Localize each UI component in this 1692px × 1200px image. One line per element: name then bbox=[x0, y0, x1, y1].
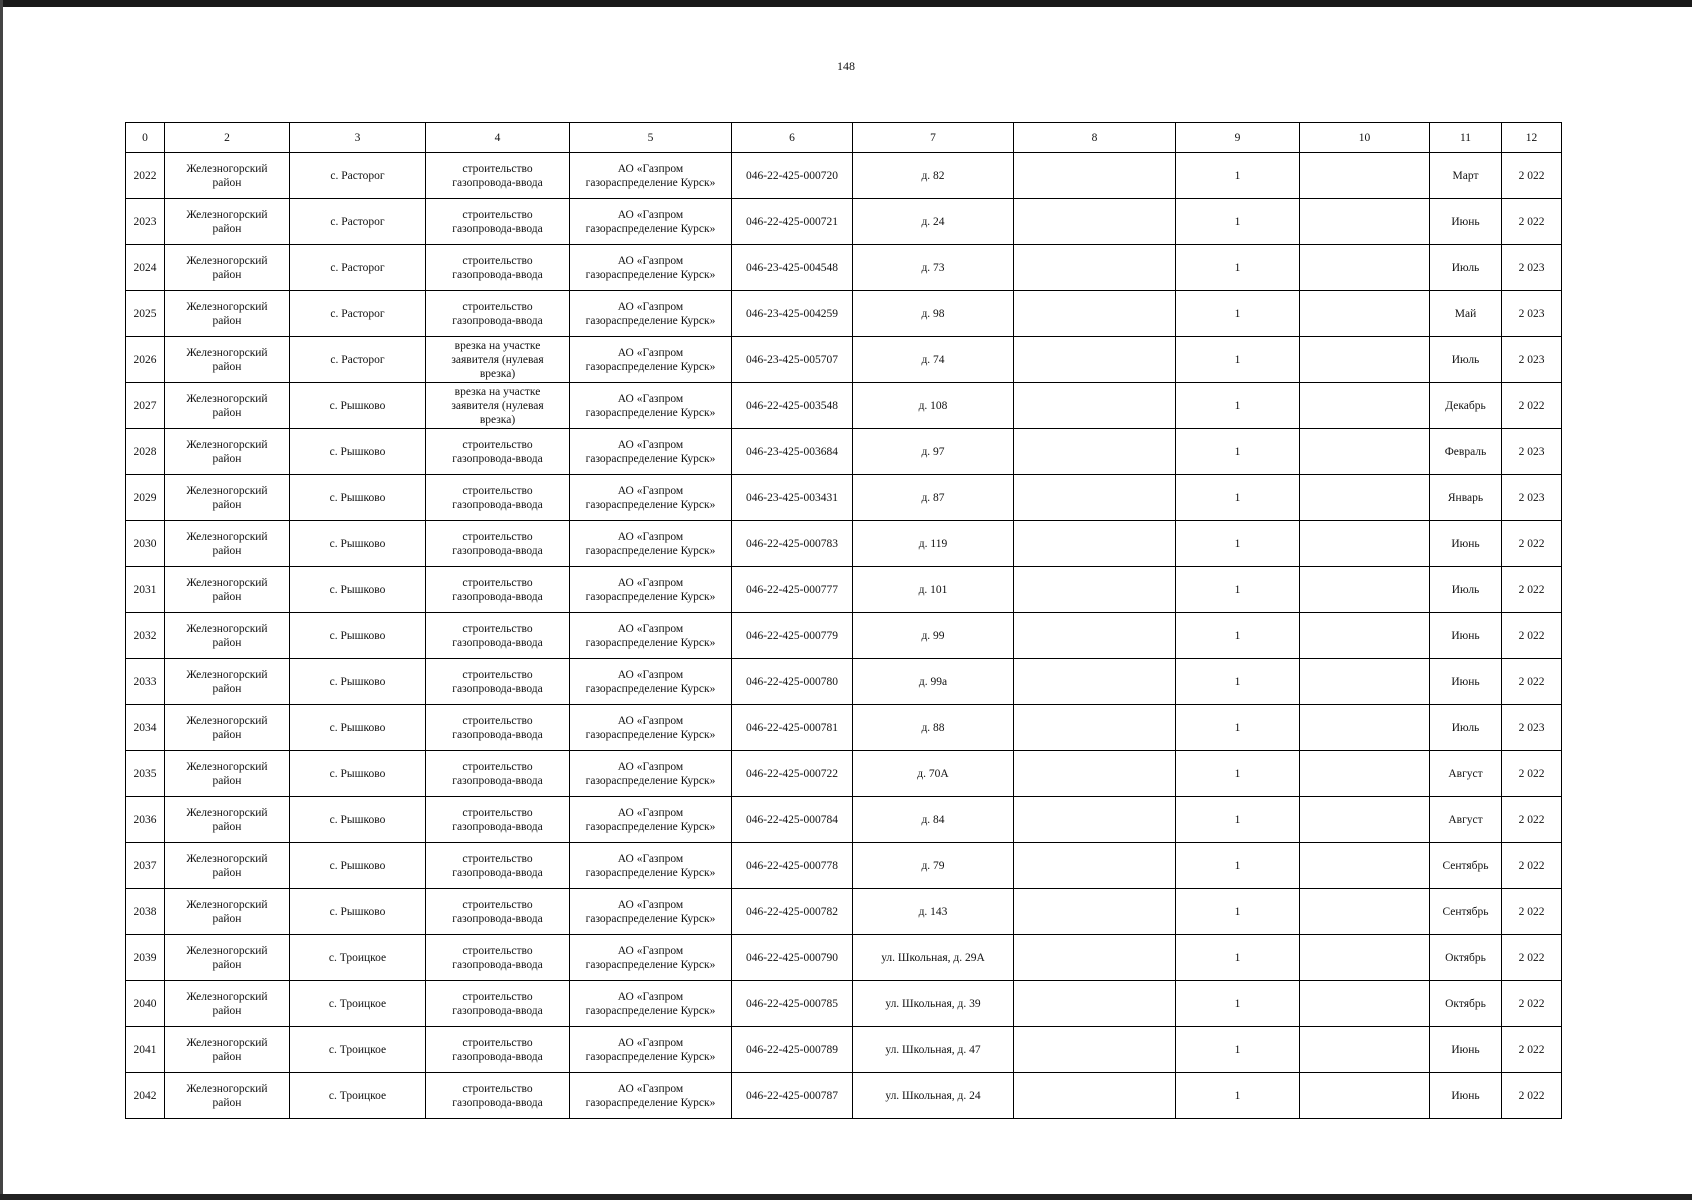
registry-code-cell: 046-23-425-005707 bbox=[732, 337, 853, 383]
district-cell: Железногорский район bbox=[165, 797, 290, 843]
quantity-cell: 1 bbox=[1176, 153, 1300, 199]
year-cell: 2 023 bbox=[1502, 245, 1562, 291]
address-cell: д. 119 bbox=[853, 521, 1014, 567]
column-header: 11 bbox=[1430, 123, 1502, 153]
row-number-cell: 2042 bbox=[126, 1073, 165, 1119]
organization-cell: АО «Газпром газораспределение Курск» bbox=[570, 751, 732, 797]
year-cell: 2 022 bbox=[1502, 935, 1562, 981]
registry-code-cell: 046-23-425-003684 bbox=[732, 429, 853, 475]
quantity-cell: 1 bbox=[1176, 521, 1300, 567]
row-number-cell: 2025 bbox=[126, 291, 165, 337]
column-8-cell bbox=[1014, 981, 1176, 1027]
row-number-cell: 2033 bbox=[126, 659, 165, 705]
month-cell: Июль bbox=[1430, 567, 1502, 613]
address-cell: д. 88 bbox=[853, 705, 1014, 751]
table-row bbox=[126, 429, 1562, 475]
column-8-cell bbox=[1014, 843, 1176, 889]
column-10-cell bbox=[1300, 981, 1430, 1027]
quantity-cell: 1 bbox=[1176, 889, 1300, 935]
column-10-cell bbox=[1300, 843, 1430, 889]
table-row bbox=[126, 291, 1562, 337]
registry-code-cell: 046-23-425-004548 bbox=[732, 245, 853, 291]
column-8-cell bbox=[1014, 291, 1176, 337]
registry-code-cell: 046-23-425-004259 bbox=[732, 291, 853, 337]
month-cell: Июнь bbox=[1430, 1073, 1502, 1119]
organization-cell: АО «Газпром газораспределение Курск» bbox=[570, 567, 732, 613]
address-cell: ул. Школьная, д. 24 bbox=[853, 1073, 1014, 1119]
settlement-cell: с. Рышково bbox=[290, 751, 426, 797]
address-cell: д. 99 bbox=[853, 613, 1014, 659]
quantity-cell: 1 bbox=[1176, 383, 1300, 429]
organization-cell: АО «Газпром газораспределение Курск» bbox=[570, 429, 732, 475]
table-row bbox=[126, 981, 1562, 1027]
table-row bbox=[126, 567, 1562, 613]
address-cell: д. 108 bbox=[853, 383, 1014, 429]
year-cell: 2 022 bbox=[1502, 613, 1562, 659]
table-header-row bbox=[126, 123, 1562, 153]
table-row bbox=[126, 797, 1562, 843]
column-10-cell bbox=[1300, 337, 1430, 383]
registry-code-cell: 046-22-425-000780 bbox=[732, 659, 853, 705]
organization-cell: АО «Газпром газораспределение Курск» bbox=[570, 337, 732, 383]
month-cell: Август bbox=[1430, 751, 1502, 797]
row-number-cell: 2034 bbox=[126, 705, 165, 751]
district-cell: Железногорский район bbox=[165, 475, 290, 521]
row-number-cell: 2032 bbox=[126, 613, 165, 659]
settlement-cell: с. Рышково bbox=[290, 797, 426, 843]
row-number-cell: 2024 bbox=[126, 245, 165, 291]
settlement-cell: с. Рышково bbox=[290, 889, 426, 935]
column-10-cell bbox=[1300, 889, 1430, 935]
settlement-cell: с. Расторог bbox=[290, 153, 426, 199]
table-row bbox=[126, 659, 1562, 705]
column-8-cell bbox=[1014, 521, 1176, 567]
column-10-cell bbox=[1300, 291, 1430, 337]
column-8-cell bbox=[1014, 705, 1176, 751]
row-number-cell: 2039 bbox=[126, 935, 165, 981]
column-10-cell bbox=[1300, 1073, 1430, 1119]
month-cell: Июнь bbox=[1430, 613, 1502, 659]
organization-cell: АО «Газпром газораспределение Курск» bbox=[570, 981, 732, 1027]
quantity-cell: 1 bbox=[1176, 1027, 1300, 1073]
column-10-cell bbox=[1300, 797, 1430, 843]
column-10-cell bbox=[1300, 475, 1430, 521]
registry-code-cell: 046-23-425-003431 bbox=[732, 475, 853, 521]
address-cell: д. 98 bbox=[853, 291, 1014, 337]
row-number-cell: 2027 bbox=[126, 383, 165, 429]
quantity-cell: 1 bbox=[1176, 429, 1300, 475]
column-10-cell bbox=[1300, 199, 1430, 245]
column-10-cell bbox=[1300, 521, 1430, 567]
column-10-cell bbox=[1300, 153, 1430, 199]
work-type-cell: врезка на участке заявителя (нулевая врезка) bbox=[426, 337, 570, 383]
quantity-cell: 1 bbox=[1176, 245, 1300, 291]
registry-code-cell: 046-22-425-000784 bbox=[732, 797, 853, 843]
month-cell: Июнь bbox=[1430, 521, 1502, 567]
organization-cell: АО «Газпром газораспределение Курск» bbox=[570, 521, 732, 567]
column-8-cell bbox=[1014, 797, 1176, 843]
registry-code-cell: 046-22-425-000720 bbox=[732, 153, 853, 199]
table-row bbox=[126, 475, 1562, 521]
address-cell: д. 97 bbox=[853, 429, 1014, 475]
scan-edge-bottom bbox=[0, 1194, 1692, 1200]
organization-cell: АО «Газпром газораспределение Курск» bbox=[570, 843, 732, 889]
settlement-cell: с. Рышково bbox=[290, 429, 426, 475]
registry-code-cell: 046-22-425-000789 bbox=[732, 1027, 853, 1073]
year-cell: 2 022 bbox=[1502, 1027, 1562, 1073]
settlement-cell: с. Рышково bbox=[290, 567, 426, 613]
table-row bbox=[126, 383, 1562, 429]
address-cell: ул. Школьная, д. 47 bbox=[853, 1027, 1014, 1073]
registry-code-cell: 046-22-425-000778 bbox=[732, 843, 853, 889]
organization-cell: АО «Газпром газораспределение Курск» bbox=[570, 245, 732, 291]
column-10-cell bbox=[1300, 751, 1430, 797]
row-number-cell: 2029 bbox=[126, 475, 165, 521]
work-type-cell: строительство газопровода-ввода bbox=[426, 751, 570, 797]
work-type-cell: строительство газопровода-ввода bbox=[426, 521, 570, 567]
year-cell: 2 022 bbox=[1502, 797, 1562, 843]
year-cell: 2 022 bbox=[1502, 981, 1562, 1027]
year-cell: 2 023 bbox=[1502, 291, 1562, 337]
address-cell: д. 84 bbox=[853, 797, 1014, 843]
registry-code-cell: 046-22-425-000777 bbox=[732, 567, 853, 613]
column-10-cell bbox=[1300, 383, 1430, 429]
row-number-cell: 2037 bbox=[126, 843, 165, 889]
row-number-cell: 2038 bbox=[126, 889, 165, 935]
district-cell: Железногорский район bbox=[165, 981, 290, 1027]
district-cell: Железногорский район bbox=[165, 705, 290, 751]
work-type-cell: строительство газопровода-ввода bbox=[426, 613, 570, 659]
quantity-cell: 1 bbox=[1176, 935, 1300, 981]
column-header: 6 bbox=[732, 123, 853, 153]
organization-cell: АО «Газпром газораспределение Курск» bbox=[570, 153, 732, 199]
work-type-cell: строительство газопровода-ввода bbox=[426, 981, 570, 1027]
month-cell: Июнь bbox=[1430, 1027, 1502, 1073]
work-type-cell: строительство газопровода-ввода bbox=[426, 1073, 570, 1119]
organization-cell: АО «Газпром газораспределение Курск» bbox=[570, 475, 732, 521]
year-cell: 2 023 bbox=[1502, 337, 1562, 383]
work-type-cell: строительство газопровода-ввода bbox=[426, 153, 570, 199]
row-number-cell: 2030 bbox=[126, 521, 165, 567]
table-row bbox=[126, 153, 1562, 199]
month-cell: Октябрь bbox=[1430, 935, 1502, 981]
organization-cell: АО «Газпром газораспределение Курск» bbox=[570, 199, 732, 245]
row-number-cell: 2035 bbox=[126, 751, 165, 797]
registry-code-cell: 046-22-425-000721 bbox=[732, 199, 853, 245]
column-header: 3 bbox=[290, 123, 426, 153]
quantity-cell: 1 bbox=[1176, 475, 1300, 521]
settlement-cell: с. Рышково bbox=[290, 521, 426, 567]
column-header: 9 bbox=[1176, 123, 1300, 153]
column-header: 0 bbox=[126, 123, 165, 153]
address-cell: д. 70А bbox=[853, 751, 1014, 797]
column-10-cell bbox=[1300, 1027, 1430, 1073]
work-type-cell: строительство газопровода-ввода bbox=[426, 199, 570, 245]
month-cell: Сентябрь bbox=[1430, 843, 1502, 889]
quantity-cell: 1 bbox=[1176, 659, 1300, 705]
quantity-cell: 1 bbox=[1176, 705, 1300, 751]
column-8-cell bbox=[1014, 475, 1176, 521]
table-row bbox=[126, 199, 1562, 245]
column-header: 12 bbox=[1502, 123, 1562, 153]
organization-cell: АО «Газпром газораспределение Курск» bbox=[570, 383, 732, 429]
settlement-cell: с. Троицкое bbox=[290, 1027, 426, 1073]
column-8-cell bbox=[1014, 935, 1176, 981]
district-cell: Железногорский район bbox=[165, 843, 290, 889]
year-cell: 2 022 bbox=[1502, 843, 1562, 889]
table-row bbox=[126, 751, 1562, 797]
row-number-cell: 2022 bbox=[126, 153, 165, 199]
month-cell: Июль bbox=[1430, 245, 1502, 291]
column-header: 10 bbox=[1300, 123, 1430, 153]
registry-code-cell: 046-22-425-000781 bbox=[732, 705, 853, 751]
column-8-cell bbox=[1014, 1073, 1176, 1119]
district-cell: Железногорский район bbox=[165, 245, 290, 291]
month-cell: Июль bbox=[1430, 705, 1502, 751]
month-cell: Январь bbox=[1430, 475, 1502, 521]
address-cell: д. 79 bbox=[853, 843, 1014, 889]
column-8-cell bbox=[1014, 1027, 1176, 1073]
work-type-cell: строительство газопровода-ввода bbox=[426, 429, 570, 475]
district-cell: Железногорский район bbox=[165, 567, 290, 613]
month-cell: Июль bbox=[1430, 337, 1502, 383]
row-number-cell: 2041 bbox=[126, 1027, 165, 1073]
organization-cell: АО «Газпром газораспределение Курск» bbox=[570, 613, 732, 659]
registry-code-cell: 046-22-425-000785 bbox=[732, 981, 853, 1027]
address-cell: д. 73 bbox=[853, 245, 1014, 291]
page-number: 148 bbox=[837, 59, 855, 73]
registry-code-cell: 046-22-425-000779 bbox=[732, 613, 853, 659]
registry-code-cell: 046-22-425-000722 bbox=[732, 751, 853, 797]
district-cell: Железногорский район bbox=[165, 153, 290, 199]
scan-edge-top bbox=[0, 0, 1692, 7]
district-cell: Железногорский район bbox=[165, 383, 290, 429]
organization-cell: АО «Газпром газораспределение Курск» bbox=[570, 659, 732, 705]
quantity-cell: 1 bbox=[1176, 291, 1300, 337]
year-cell: 2 022 bbox=[1502, 889, 1562, 935]
column-10-cell bbox=[1300, 613, 1430, 659]
table-row bbox=[126, 705, 1562, 751]
row-number-cell: 2028 bbox=[126, 429, 165, 475]
column-8-cell bbox=[1014, 245, 1176, 291]
address-cell: ул. Школьная, д. 39 bbox=[853, 981, 1014, 1027]
registry-code-cell: 046-22-425-000787 bbox=[732, 1073, 853, 1119]
row-number-cell: 2040 bbox=[126, 981, 165, 1027]
quantity-cell: 1 bbox=[1176, 613, 1300, 659]
table-row bbox=[126, 843, 1562, 889]
registry-code-cell: 046-22-425-000782 bbox=[732, 889, 853, 935]
work-type-cell: строительство газопровода-ввода bbox=[426, 245, 570, 291]
organization-cell: АО «Газпром газораспределение Курск» bbox=[570, 935, 732, 981]
column-10-cell bbox=[1300, 659, 1430, 705]
column-8-cell bbox=[1014, 613, 1176, 659]
column-10-cell bbox=[1300, 245, 1430, 291]
settlement-cell: с. Троицкое bbox=[290, 981, 426, 1027]
settlement-cell: с. Расторог bbox=[290, 337, 426, 383]
quantity-cell: 1 bbox=[1176, 1073, 1300, 1119]
work-type-cell: строительство газопровода-ввода bbox=[426, 567, 570, 613]
district-cell: Железногорский район bbox=[165, 429, 290, 475]
gas-connection-table bbox=[125, 122, 1562, 1119]
column-10-cell bbox=[1300, 567, 1430, 613]
district-cell: Железногорский район bbox=[165, 935, 290, 981]
district-cell: Железногорский район bbox=[165, 291, 290, 337]
year-cell: 2 023 bbox=[1502, 475, 1562, 521]
year-cell: 2 022 bbox=[1502, 383, 1562, 429]
row-number-cell: 2031 bbox=[126, 567, 165, 613]
settlement-cell: с. Троицкое bbox=[290, 935, 426, 981]
work-type-cell: строительство газопровода-ввода bbox=[426, 797, 570, 843]
address-cell: ул. Школьная, д. 29А bbox=[853, 935, 1014, 981]
year-cell: 2 022 bbox=[1502, 751, 1562, 797]
settlement-cell: с. Рышково bbox=[290, 475, 426, 521]
address-cell: д. 74 bbox=[853, 337, 1014, 383]
quantity-cell: 1 bbox=[1176, 981, 1300, 1027]
table-row bbox=[126, 935, 1562, 981]
settlement-cell: с. Расторог bbox=[290, 291, 426, 337]
table-row bbox=[126, 245, 1562, 291]
address-cell: д. 82 bbox=[853, 153, 1014, 199]
work-type-cell: строительство газопровода-ввода bbox=[426, 705, 570, 751]
column-8-cell bbox=[1014, 751, 1176, 797]
table-row bbox=[126, 889, 1562, 935]
column-8-cell bbox=[1014, 383, 1176, 429]
settlement-cell: с. Троицкое bbox=[290, 1073, 426, 1119]
column-8-cell bbox=[1014, 337, 1176, 383]
address-cell: д. 87 bbox=[853, 475, 1014, 521]
district-cell: Железногорский район bbox=[165, 521, 290, 567]
column-8-cell bbox=[1014, 153, 1176, 199]
month-cell: Сентябрь bbox=[1430, 889, 1502, 935]
column-10-cell bbox=[1300, 935, 1430, 981]
work-type-cell: строительство газопровода-ввода bbox=[426, 935, 570, 981]
district-cell: Железногорский район bbox=[165, 751, 290, 797]
organization-cell: АО «Газпром газораспределение Курск» bbox=[570, 1073, 732, 1119]
organization-cell: АО «Газпром газораспределение Курск» bbox=[570, 797, 732, 843]
year-cell: 2 022 bbox=[1502, 199, 1562, 245]
column-header: 8 bbox=[1014, 123, 1176, 153]
settlement-cell: с. Расторог bbox=[290, 199, 426, 245]
work-type-cell: строительство газопровода-ввода bbox=[426, 475, 570, 521]
month-cell: Декабрь bbox=[1430, 383, 1502, 429]
year-cell: 2 022 bbox=[1502, 659, 1562, 705]
address-cell: д. 101 bbox=[853, 567, 1014, 613]
year-cell: 2 022 bbox=[1502, 1073, 1562, 1119]
month-cell: Октябрь bbox=[1430, 981, 1502, 1027]
month-cell: Июнь bbox=[1430, 199, 1502, 245]
table-row bbox=[126, 1027, 1562, 1073]
address-cell: д. 99а bbox=[853, 659, 1014, 705]
district-cell: Железногорский район bbox=[165, 199, 290, 245]
organization-cell: АО «Газпром газораспределение Курск» bbox=[570, 1027, 732, 1073]
column-header: 7 bbox=[853, 123, 1014, 153]
organization-cell: АО «Газпром газораспределение Курск» bbox=[570, 291, 732, 337]
district-cell: Железногорский район bbox=[165, 889, 290, 935]
row-number-cell: 2026 bbox=[126, 337, 165, 383]
work-type-cell: врезка на участке заявителя (нулевая врезка) bbox=[426, 383, 570, 429]
quantity-cell: 1 bbox=[1176, 797, 1300, 843]
district-cell: Железногорский район bbox=[165, 659, 290, 705]
month-cell: Май bbox=[1430, 291, 1502, 337]
table-row bbox=[126, 1073, 1562, 1119]
address-cell: д. 143 bbox=[853, 889, 1014, 935]
district-cell: Железногорский район bbox=[165, 337, 290, 383]
column-header: 5 bbox=[570, 123, 732, 153]
settlement-cell: с. Рышково bbox=[290, 705, 426, 751]
district-cell: Железногорский район bbox=[165, 613, 290, 659]
settlement-cell: с. Рышково bbox=[290, 383, 426, 429]
month-cell: Август bbox=[1430, 797, 1502, 843]
work-type-cell: строительство газопровода-ввода bbox=[426, 1027, 570, 1073]
table-body bbox=[126, 153, 1562, 1119]
registry-code-cell: 046-22-425-000783 bbox=[732, 521, 853, 567]
year-cell: 2 023 bbox=[1502, 429, 1562, 475]
column-header: 2 bbox=[165, 123, 290, 153]
column-10-cell bbox=[1300, 429, 1430, 475]
month-cell: Март bbox=[1430, 153, 1502, 199]
settlement-cell: с. Рышково bbox=[290, 613, 426, 659]
work-type-cell: строительство газопровода-ввода bbox=[426, 659, 570, 705]
organization-cell: АО «Газпром газораспределение Курск» bbox=[570, 705, 732, 751]
table-row bbox=[126, 613, 1562, 659]
quantity-cell: 1 bbox=[1176, 843, 1300, 889]
table-row bbox=[126, 521, 1562, 567]
table-row bbox=[126, 337, 1562, 383]
year-cell: 2 022 bbox=[1502, 521, 1562, 567]
registry-code-cell: 046-22-425-000790 bbox=[732, 935, 853, 981]
settlement-cell: с. Рышково bbox=[290, 659, 426, 705]
district-cell: Железногорский район bbox=[165, 1027, 290, 1073]
scan-edge-left bbox=[0, 0, 3, 1200]
year-cell: 2 023 bbox=[1502, 705, 1562, 751]
settlement-cell: с. Расторог bbox=[290, 245, 426, 291]
column-8-cell bbox=[1014, 567, 1176, 613]
quantity-cell: 1 bbox=[1176, 337, 1300, 383]
column-8-cell bbox=[1014, 889, 1176, 935]
year-cell: 2 022 bbox=[1502, 153, 1562, 199]
column-8-cell bbox=[1014, 199, 1176, 245]
row-number-cell: 2023 bbox=[126, 199, 165, 245]
quantity-cell: 1 bbox=[1176, 751, 1300, 797]
column-8-cell bbox=[1014, 429, 1176, 475]
work-type-cell: строительство газопровода-ввода bbox=[426, 843, 570, 889]
settlement-cell: с. Рышково bbox=[290, 843, 426, 889]
work-type-cell: строительство газопровода-ввода bbox=[426, 889, 570, 935]
quantity-cell: 1 bbox=[1176, 199, 1300, 245]
work-type-cell: строительство газопровода-ввода bbox=[426, 291, 570, 337]
year-cell: 2 022 bbox=[1502, 567, 1562, 613]
row-number-cell: 2036 bbox=[126, 797, 165, 843]
column-8-cell bbox=[1014, 659, 1176, 705]
district-cell: Железногорский район bbox=[165, 1073, 290, 1119]
organization-cell: АО «Газпром газораспределение Курск» bbox=[570, 889, 732, 935]
address-cell: д. 24 bbox=[853, 199, 1014, 245]
registry-code-cell: 046-22-425-003548 bbox=[732, 383, 853, 429]
column-header: 4 bbox=[426, 123, 570, 153]
month-cell: Июнь bbox=[1430, 659, 1502, 705]
column-10-cell bbox=[1300, 705, 1430, 751]
quantity-cell: 1 bbox=[1176, 567, 1300, 613]
month-cell: Февраль bbox=[1430, 429, 1502, 475]
